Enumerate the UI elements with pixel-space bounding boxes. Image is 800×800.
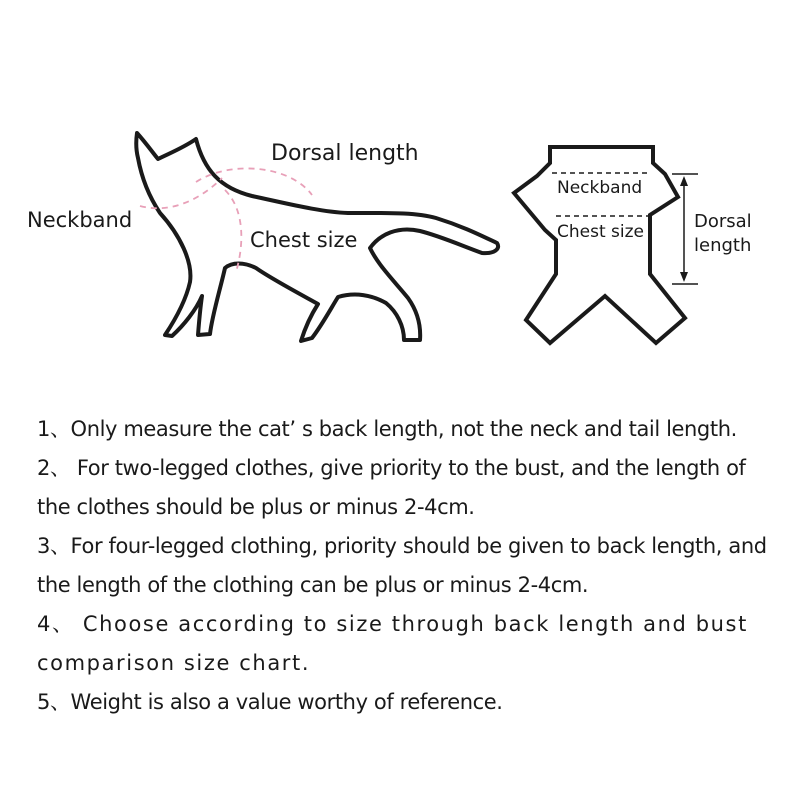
note-2: 2、 For two-legged clothes, give priority to the bust, and the length of the clothes should be plus or minus 2-4cm. [37, 456, 746, 519]
note-1: 1、Only measure the cat’ s back length, not the neck and tail length. [37, 417, 737, 441]
measurement-notes [37, 410, 777, 722]
clothes-outline [514, 147, 685, 343]
dorsal-arrow-head-up [680, 176, 688, 186]
dorsal-length-label: Dorsal length [271, 141, 419, 166]
clothes-dorsal-label-1: Dorsal [694, 211, 752, 232]
dorsal-arrow-head-down [680, 272, 688, 282]
cat-silhouette [27, 133, 498, 341]
clothes-silhouette [514, 147, 752, 343]
clothes-chest-size-label: Chest size [557, 222, 644, 242]
neckband-label: Neckband [27, 208, 133, 232]
note-5: 5、Weight is also a value worthy of reference. [37, 690, 503, 714]
chest-size-label: Chest size [250, 228, 358, 252]
chest-size-dash [225, 190, 241, 272]
note-3: 3、For four-legged clothing, priority should be given to back length, and the length of the clothing can be plus or minus 2-4cm. [37, 534, 767, 597]
note-4: 4、 Choose according to size through back length and bust comparison size chart. [37, 612, 748, 675]
clothes-dorsal-label-2: length [694, 235, 752, 256]
clothes-neckband-label: Neckband [557, 178, 643, 198]
